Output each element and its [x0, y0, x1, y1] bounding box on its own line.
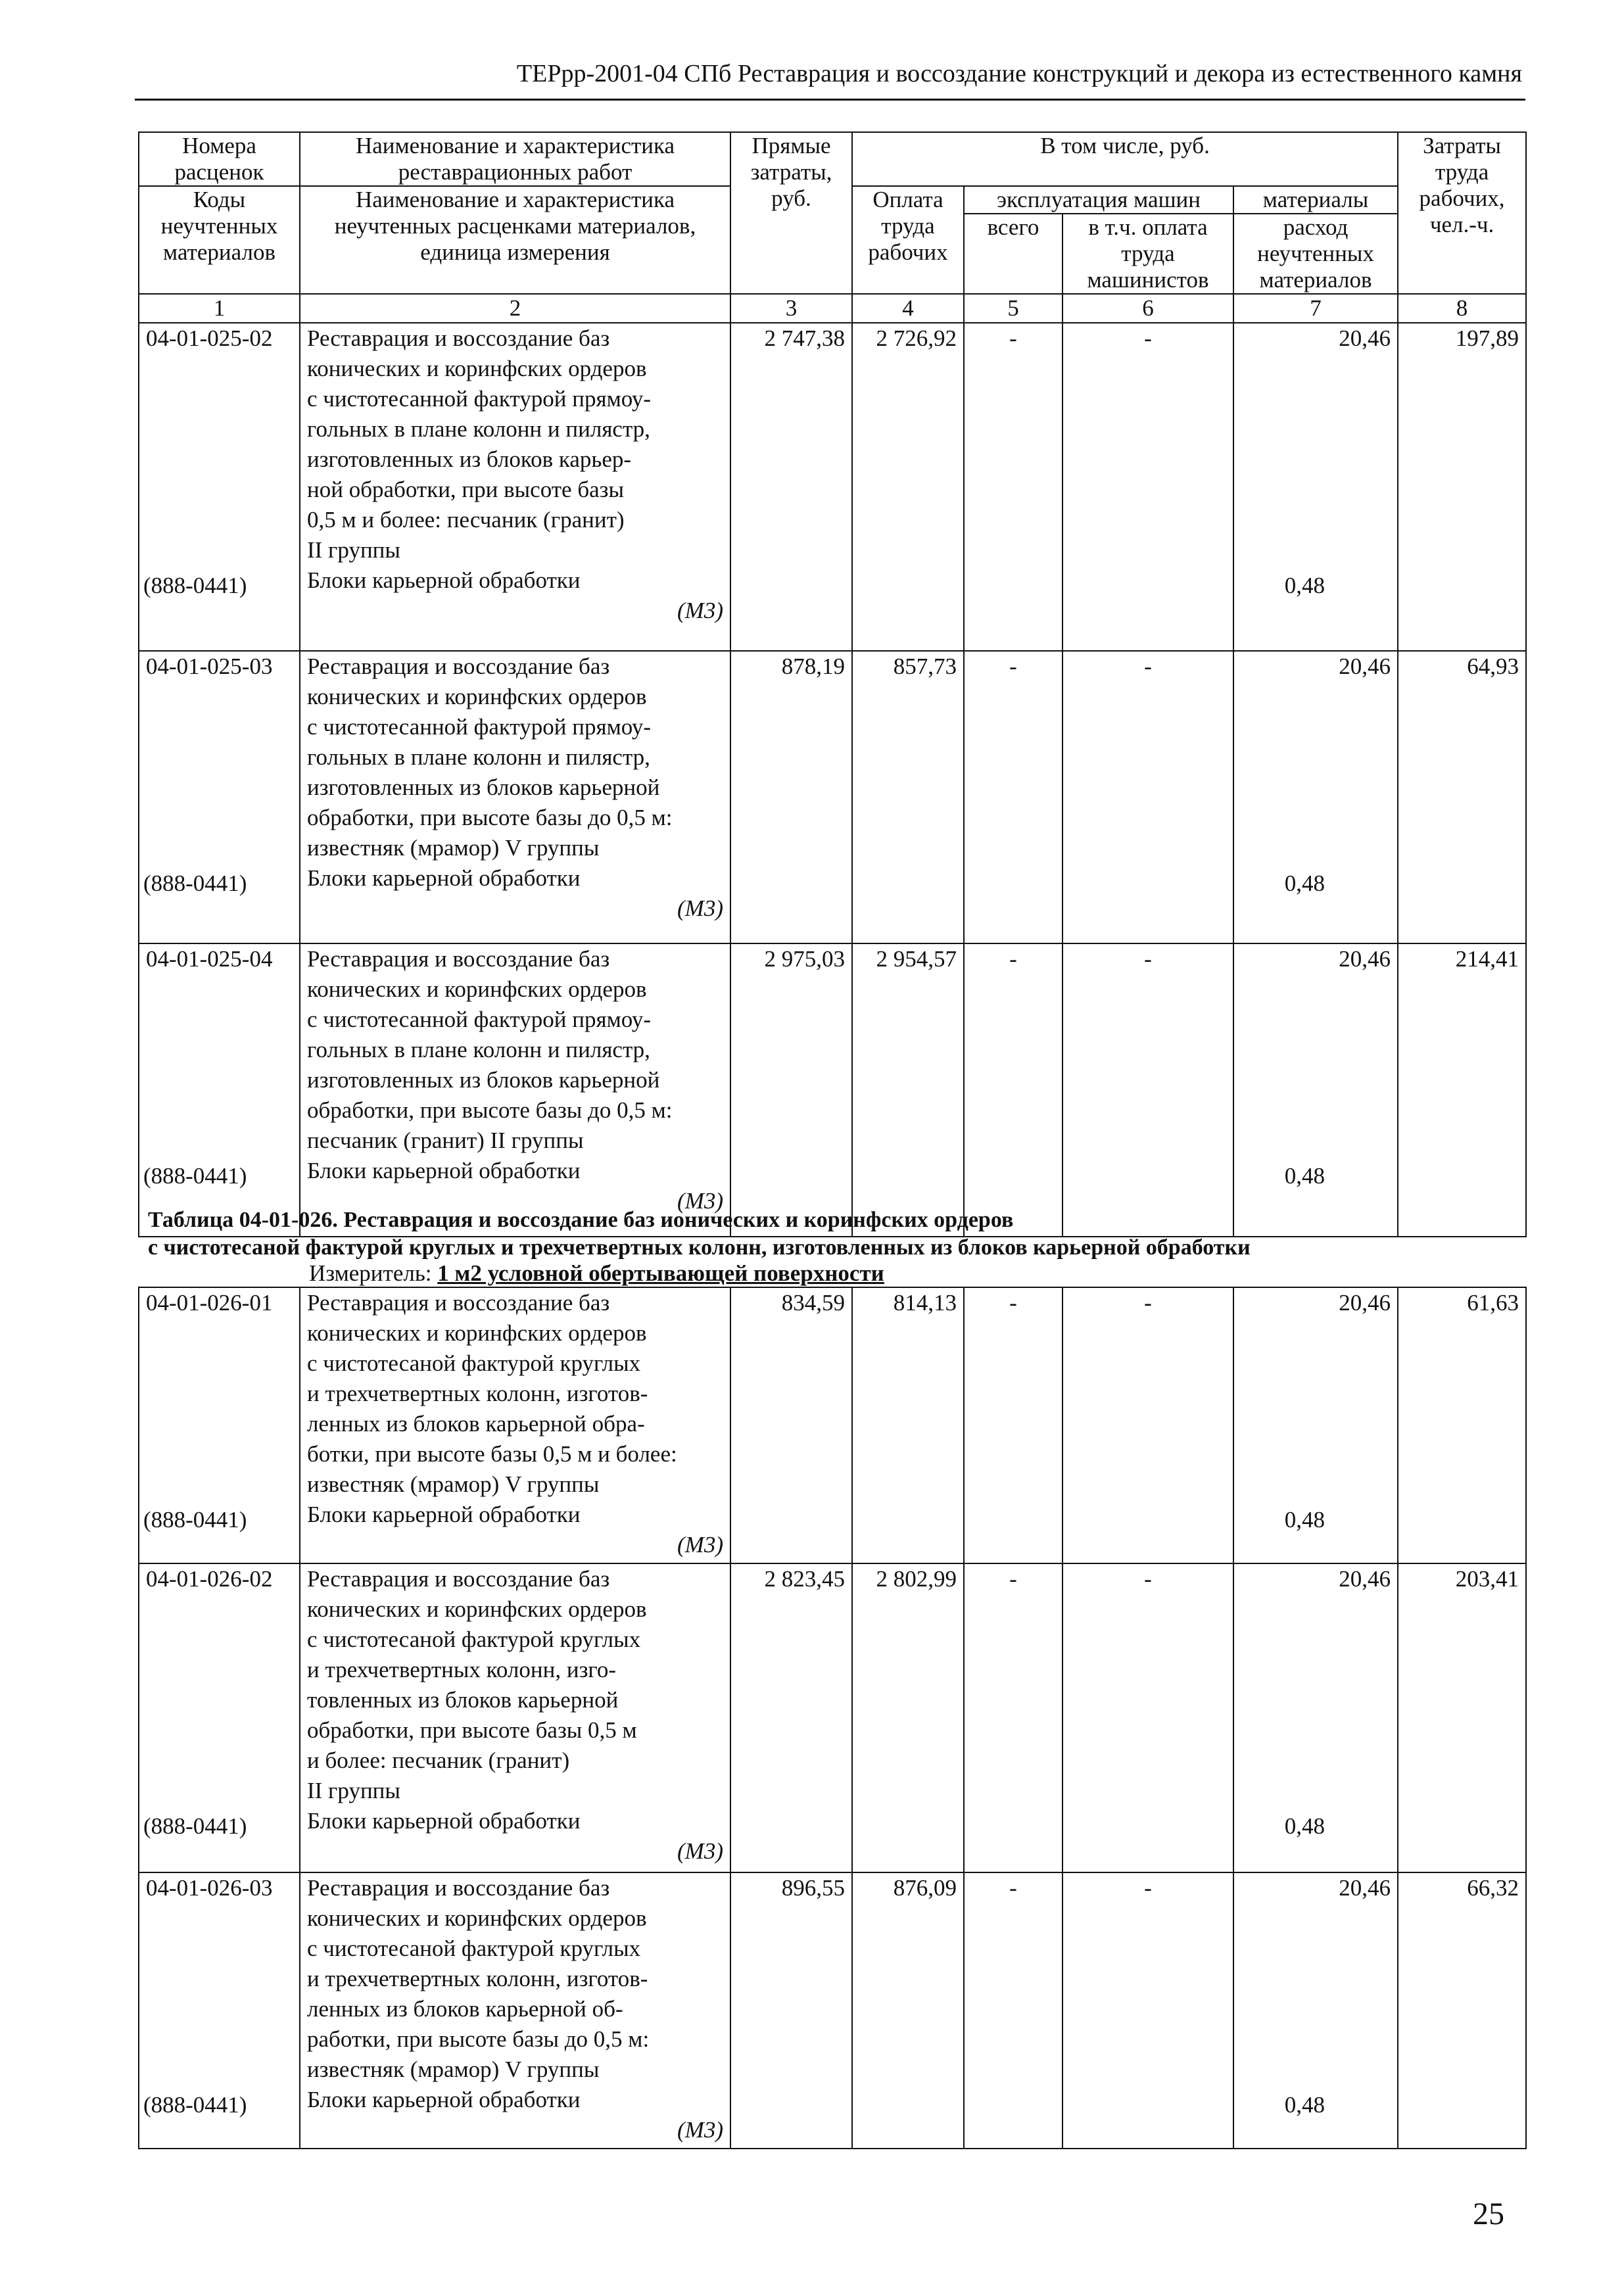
materials-value: 20,46	[1339, 325, 1391, 351]
work-description-line: известняк (мрамор) V группы	[307, 834, 600, 861]
work-description-line: и более: песчаник (гранит)	[307, 1748, 570, 1773]
rate-code: 04-01-025-04	[146, 946, 273, 972]
rate-code: 04-01-026-02	[146, 1566, 273, 1592]
col-header-unaccounted-materials: расход неучтенных материалов	[1233, 214, 1398, 294]
materials-value: 20,46	[1339, 1290, 1391, 1316]
machinist-pay-value: -	[1063, 943, 1233, 1237]
material-unit: (М3)	[677, 598, 723, 623]
work-description-line: Реставрация и воссоздание баз	[307, 1566, 610, 1592]
material-code: (888-0441)	[143, 573, 247, 598]
material-unit: (М3)	[677, 2117, 723, 2143]
work-description-line: с чистотесаной фактурой круглых	[307, 1936, 641, 1961]
work-description-line: Реставрация и воссоздание баз	[307, 1290, 610, 1316]
col-number: 1	[139, 294, 300, 323]
machines-total-value: -	[964, 1287, 1063, 1563]
materials-cell	[1233, 943, 1398, 1237]
material-name: Блоки карьерной обработки	[307, 1158, 581, 1184]
work-description-line: изготовленных из блоков карьерной	[307, 774, 660, 800]
work-description-cell	[300, 1563, 730, 1872]
machines-total-value: -	[964, 1872, 1063, 2149]
labor-hours-value: 61,63	[1398, 1287, 1526, 1563]
work-description-line: конических и коринфских ордеров	[307, 1596, 647, 1622]
rate-code-cell	[139, 1287, 300, 1563]
work-description-line: ленных из блоков карьерной об-	[307, 1996, 623, 2022]
labor-hours-value: 64,93	[1398, 651, 1526, 944]
work-description-line: ботки, при высоте базы 0,5 м и более:	[307, 1441, 677, 1467]
work-description-line: товленных из блоков карьерной	[307, 1687, 619, 1713]
col-header-material-names: Наименование и характеристика неучтенных расценками материалов, единица измерения	[300, 186, 730, 294]
work-description-line: и трехчетвертных колонн, изготов-	[307, 1966, 648, 1991]
work-description-line: с чистотесаной фактурой круглых	[307, 1627, 641, 1652]
table-row	[139, 323, 1526, 651]
table-row	[139, 651, 1526, 944]
material-quantity: 0,48	[1284, 1163, 1325, 1189]
col-header-direct-costs: Прямые затраты, руб.	[730, 132, 852, 294]
work-description-line: известняк (мрамор) V группы	[307, 2057, 600, 2082]
work-description-cell	[300, 1287, 730, 1563]
labor-pay-value: 2 954,57	[852, 943, 964, 1237]
col-number: 2	[300, 294, 730, 323]
col-number: 7	[1233, 294, 1398, 323]
labor-hours-value: 66,32	[1398, 1872, 1526, 2149]
material-code: (888-0441)	[143, 870, 247, 896]
material-quantity: 0,48	[1284, 2092, 1325, 2118]
work-description-line: обработки, при высоте базы до 0,5 м:	[307, 804, 673, 830]
rates-table-top	[138, 131, 1527, 1237]
direct-costs-value: 2 975,03	[730, 943, 852, 1237]
table-row	[139, 943, 1526, 1237]
rate-code-cell	[139, 323, 300, 651]
work-description-line: конических и коринфских ордеров	[307, 976, 647, 1003]
materials-value: 20,46	[1339, 653, 1391, 679]
material-name: Блоки карьерной обработки	[307, 1502, 581, 1527]
material-name: Блоки карьерной обработки	[307, 567, 581, 593]
machines-total-value: -	[964, 323, 1063, 651]
work-description-cell	[300, 1872, 730, 2149]
material-name: Блоки карьерной обработки	[307, 1808, 581, 1834]
col-number: 4	[852, 294, 964, 323]
materials-value: 20,46	[1339, 1875, 1391, 1901]
col-header-work-name: Наименование и характеристика реставрационных работ	[300, 132, 730, 186]
work-description-line: песчаник (гранит) II группы	[307, 1128, 584, 1154]
work-description-line: работки, при высоте базы до 0,5 м:	[307, 2026, 650, 2052]
rate-code-cell	[139, 1872, 300, 2149]
table-row	[139, 1872, 1526, 2149]
labor-pay-value: 857,73	[852, 651, 964, 944]
materials-cell	[1233, 1872, 1398, 2149]
table-caption-line1: Таблица 04-01-026. Реставрация и воссоздание баз ионических и коринфских ордеров	[148, 1208, 1014, 1232]
work-description-line: изготовленных из блоков карьерной	[307, 1067, 660, 1093]
col-header-labor-hours: Затраты труда рабочих, чел.-ч.	[1398, 132, 1526, 294]
work-description-line: конических и коринфских ордеров	[307, 356, 647, 381]
machinist-pay-value: -	[1063, 323, 1233, 651]
labor-hours-value: 203,41	[1398, 1563, 1526, 1872]
work-description-line: обработки, при высоте базы до 0,5 м:	[307, 1097, 673, 1124]
rate-code: 04-01-026-01	[146, 1290, 273, 1316]
materials-cell	[1233, 1563, 1398, 1872]
rate-code: 04-01-026-03	[146, 1875, 273, 1901]
work-description-line: гольных в плане колонн и пилястр,	[307, 744, 650, 770]
work-description-line: Реставрация и воссоздание баз	[307, 946, 610, 972]
work-description-line: и трехчетвертных колонн, изго-	[307, 1657, 617, 1682]
material-unit: (М3)	[677, 895, 723, 921]
work-description-line: известняк (мрамор) V группы	[307, 1471, 600, 1497]
machines-total-value: -	[964, 651, 1063, 944]
work-description-line: конических и коринфских ордеров	[307, 683, 647, 709]
col-number: 6	[1063, 294, 1233, 323]
work-description-cell	[300, 943, 730, 1237]
work-description-line: ной обработки, при высоте базы	[307, 477, 625, 502]
work-description-line: II группы	[307, 537, 400, 563]
work-description-line: обработки, при высоте базы 0,5 м	[307, 1717, 637, 1743]
material-name: Блоки карьерной обработки	[307, 2087, 581, 2112]
work-description-line: с чистотесанной фактурой прямоу-	[307, 1007, 652, 1033]
header-rule	[135, 99, 1525, 101]
work-description-line: гольных в плане колонн и пилястр,	[307, 1037, 650, 1063]
direct-costs-value: 834,59	[730, 1287, 852, 1563]
materials-cell	[1233, 1287, 1398, 1563]
work-description-line: Реставрация и воссоздание баз	[307, 325, 610, 351]
material-quantity: 0,48	[1284, 1507, 1325, 1533]
table-row	[139, 1563, 1526, 1872]
col-header-machinist-pay: в т.ч. оплата труда машинистов	[1063, 214, 1233, 294]
rate-code: 04-01-025-02	[146, 325, 273, 351]
direct-costs-value: 896,55	[730, 1872, 852, 2149]
work-description-line: с чистотесаной фактурой круглых	[307, 1350, 641, 1376]
direct-costs-value: 2 823,45	[730, 1563, 852, 1872]
work-description-cell	[300, 651, 730, 944]
work-description-line: конических и коринфских ордеров	[307, 1320, 647, 1346]
meter-line	[309, 1260, 884, 1287]
work-description-line: Реставрация и воссоздание баз	[307, 653, 610, 679]
labor-pay-value: 2 802,99	[852, 1563, 964, 1872]
material-code: (888-0441)	[143, 2092, 247, 2118]
rates-table-bottom	[138, 1287, 1527, 2149]
meter-label: Измеритель:	[309, 1260, 432, 1286]
machinist-pay-value: -	[1063, 1287, 1233, 1563]
machinist-pay-value: -	[1063, 651, 1233, 944]
page-header-title: ТЕРрр-2001-04 СПб Реставрация и воссоздание конструкций и декора из естественного камня	[516, 60, 1522, 87]
col-header-material-codes: Коды неучтенных материалов	[139, 186, 300, 294]
meter-value: 1 м2 условной обертывающей поверхности	[437, 1260, 884, 1286]
work-description-line: гольных в плане колонн и пилястр,	[307, 416, 650, 442]
work-description-cell	[300, 323, 730, 651]
machinist-pay-value: -	[1063, 1563, 1233, 1872]
work-description-line: Реставрация и воссоздание баз	[307, 1875, 610, 1901]
direct-costs-value: 2 747,38	[730, 323, 852, 651]
material-unit: (М3)	[677, 1532, 723, 1558]
table-caption-line2: с чистотесаной фактурой круглых и трехчетвертных колонн, изготовленных из блоков карьерной обработки	[148, 1235, 1251, 1260]
work-description-line: с чистотесанной фактурой прямоу-	[307, 713, 652, 740]
work-description-line: конических и коринфских ордеров	[307, 1905, 647, 1931]
labor-pay-value: 814,13	[852, 1287, 964, 1563]
work-description-line: изготовленных из блоков карьер-	[307, 446, 632, 472]
machines-total-value: -	[964, 1563, 1063, 1872]
labor-pay-value: 876,09	[852, 1872, 964, 2149]
rate-code: 04-01-025-03	[146, 653, 273, 679]
col-number: 8	[1398, 294, 1526, 323]
rate-code-cell	[139, 943, 300, 1237]
material-code: (888-0441)	[143, 1163, 247, 1189]
page-number: 25	[1473, 2197, 1504, 2231]
machines-total-value: -	[964, 943, 1063, 1237]
materials-cell	[1233, 651, 1398, 944]
material-quantity: 0,48	[1284, 1813, 1325, 1839]
rate-code-cell	[139, 651, 300, 944]
col-header-materials: материалы	[1233, 186, 1398, 214]
labor-pay-value: 2 726,92	[852, 323, 964, 651]
direct-costs-value: 878,19	[730, 651, 852, 944]
col-header-labor-pay: Оплата труда рабочих	[852, 186, 964, 294]
materials-value: 20,46	[1339, 946, 1391, 972]
work-description-line: с чистотесанной фактурой прямоу-	[307, 386, 652, 412]
table-row	[139, 1287, 1526, 1563]
material-quantity: 0,48	[1284, 870, 1325, 896]
col-header-including-group: В том числе, руб.	[852, 132, 1398, 186]
work-description-line: II группы	[307, 1778, 400, 1803]
materials-value: 20,46	[1339, 1566, 1391, 1592]
material-quantity: 0,48	[1284, 573, 1325, 598]
work-description-line: 0,5 м и более: песчаник (гранит)	[307, 507, 625, 533]
material-code: (888-0441)	[143, 1507, 247, 1533]
labor-hours-value: 214,41	[1398, 943, 1526, 1237]
col-number: 5	[964, 294, 1063, 323]
table-caption	[148, 1206, 1529, 1262]
col-header-machines: эксплуатация машин	[964, 186, 1233, 214]
material-code: (888-0441)	[143, 1813, 247, 1839]
materials-cell	[1233, 323, 1398, 651]
rate-code-cell	[139, 1563, 300, 1872]
material-name: Блоки карьерной обработки	[307, 865, 581, 891]
col-number: 3	[730, 294, 852, 323]
labor-hours-value: 197,89	[1398, 323, 1526, 651]
work-description-line: ленных из блоков карьерной обра-	[307, 1411, 645, 1437]
col-header-rate-number: Номера расценок	[139, 132, 300, 186]
material-unit: (М3)	[677, 1838, 723, 1864]
material-unit: (М3)	[677, 1188, 723, 1214]
col-header-machines-total: всего	[964, 214, 1063, 294]
machinist-pay-value: -	[1063, 1872, 1233, 2149]
work-description-line: и трехчетвертных колонн, изготов-	[307, 1381, 648, 1406]
